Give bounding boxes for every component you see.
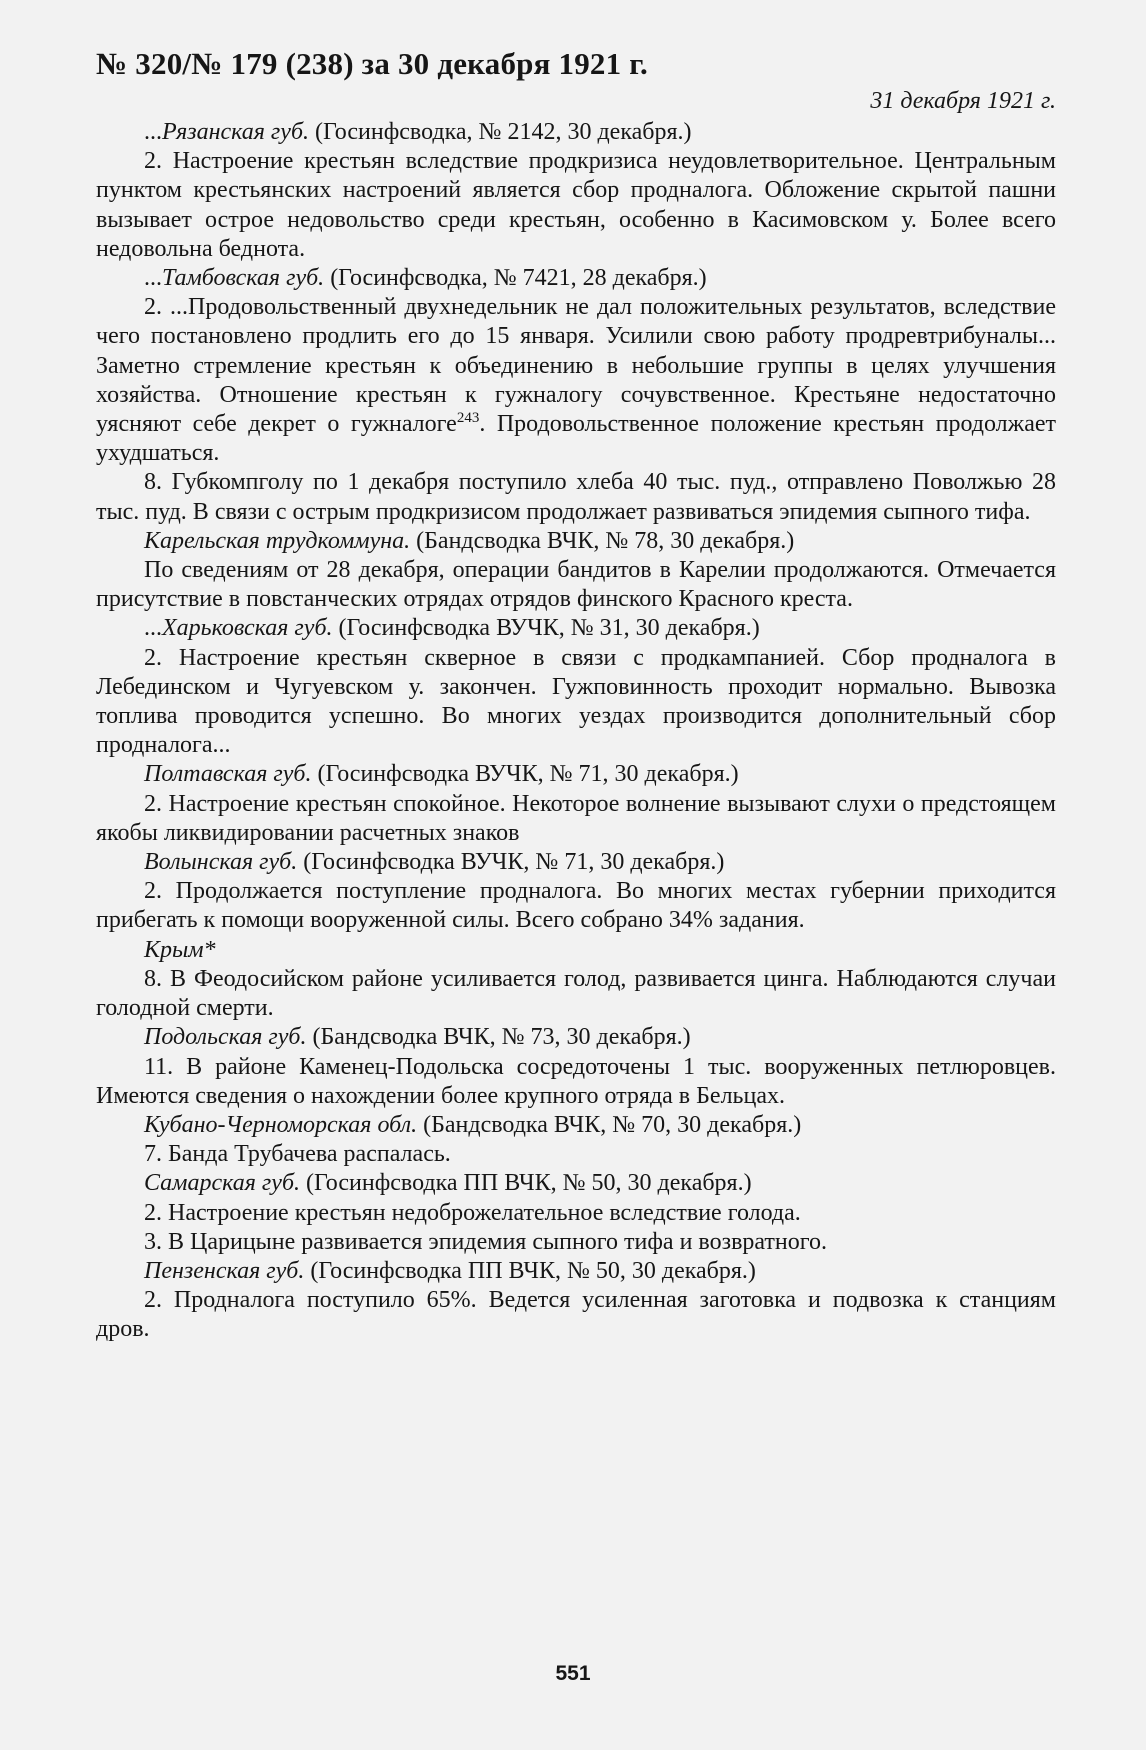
report-paragraph: 2. Продналога поступило 65%. Ведется усиленная заготовка и подвозка к станциям дров. bbox=[96, 1287, 1056, 1343]
region-name: Кубано-Черноморская обл. bbox=[144, 1111, 418, 1138]
report-paragraph: 2. Настроение крестьян недоброжелательное вследствие голода. bbox=[144, 1199, 801, 1226]
region-header bbox=[96, 1023, 1056, 1052]
document-heading: № 320/№ 179 (238) за 30 декабря 1921 г. bbox=[96, 46, 648, 81]
report-paragraph: 2. Настроение крестьян вследствие продкризиса неудовлетворительное. Центральным пунктом крестьянских настроений является сбор продналога. Обложение скрытой пашни вызывает острое недовольство среди крестьян, особенно в Касимовском у. Более всего недовольна беднота. bbox=[96, 148, 1056, 262]
region-name: Пензенская губ. bbox=[144, 1257, 305, 1284]
document-body bbox=[96, 44, 1056, 1345]
report-paragraph: По сведениям от 28 декабря, операции бандитов в Карелии продолжаются. Отмечается присутствие в повстанческих отрядах отрядов финского Красного креста. bbox=[96, 557, 1056, 613]
region-source: (Госинфсводка ВУЧК, № 71, 30 декабря.) bbox=[297, 849, 725, 876]
region-prefix: ... bbox=[144, 265, 162, 292]
region-header bbox=[96, 118, 1056, 147]
region-source: (Бандсводка ВЧК, № 73, 30 декабря.) bbox=[306, 1024, 691, 1051]
region-source: (Бандсводка ВЧК, № 70, 30 декабря.) bbox=[417, 1111, 802, 1138]
report-paragraph: 8. Губкомпголу по 1 декабря поступило хлеба 40 тыс. пуд., отправлено Поволжью 28 тыс. пуд. В связи с острым продкризисом продолжает развиваться эпидемия сыпного тифа. bbox=[96, 469, 1056, 525]
region-prefix: ... bbox=[144, 615, 162, 642]
footnote-reference: 243 bbox=[456, 410, 480, 427]
region-source: (Бандсводка ВЧК, № 78, 30 декабря.) bbox=[410, 527, 795, 554]
region-header bbox=[96, 264, 1056, 293]
report-paragraph: 11. В районе Каменец-Подольска сосредоточены 1 тыс. вооруженных петлюровцев. Имеются сведения о нахождении более крупного отряда в Бельцах. bbox=[96, 1053, 1056, 1109]
region-source: (Госинфсводка, № 2142, 30 декабря.) bbox=[309, 119, 692, 145]
report-paragraph: 7. Банда Трубачева распалась. bbox=[144, 1141, 451, 1168]
report-paragraph: 3. В Царицыне развивается эпидемия сыпного тифа и возвратного. bbox=[144, 1228, 828, 1255]
region-source: (Госинфсводка ПП ВЧК, № 50, 30 декабря.) bbox=[300, 1170, 752, 1197]
report-paragraph: 2. Настроение крестьян скверное в связи с продкампанией. Сбор продналога в Лебединском и Чугуевском у. закончен. Гужповинность проходит нормально. Вывозка топлива проводится успешно. Во многих уездах производится дополнительный сбор продналога... bbox=[96, 644, 1056, 759]
region-header bbox=[96, 760, 1056, 789]
region-prefix: ... bbox=[144, 119, 162, 145]
region-name: Волынская губ. bbox=[144, 849, 298, 876]
report-paragraph: 8. В Феодосийском районе усиливается голод, развивается цинга. Наблюдаются случаи голодной смерти. bbox=[96, 965, 1056, 1022]
paragraph-text: 2. ...Продовольственный двухнедельник не дал положительных результатов, вследствие чего постановлено продлить его до 15 января. Усилили свою работу продревтрибуналы... Заметно стремление крестьян к объединению в небольшие группы в целях улучшения хозяйства. Отношение крестьян к гужналогу сочувственное. Крестьяне недостаточно уясняют себе декрет о гужналоге bbox=[96, 294, 1056, 438]
region-header bbox=[96, 936, 1056, 965]
document-date: 31 декабря 1921 г. bbox=[870, 88, 1056, 114]
region-name: Подольская губ. bbox=[144, 1024, 307, 1051]
region-name: Карельская трудкоммуна. bbox=[144, 527, 411, 554]
region-name: Крым* bbox=[144, 936, 216, 963]
report-paragraph: 2. Продолжается поступление продналога. Во многих местах губернии приходится прибегать к помощи вооруженной силы. Всего собрано 34% задания. bbox=[96, 878, 1056, 934]
region-name: Самарская губ. bbox=[144, 1170, 301, 1197]
region-source: (Госинфсводка ВУЧК, № 31, 30 декабря.) bbox=[332, 615, 760, 642]
region-source: (Госинфсводка ПП ВЧК, № 50, 30 декабря.) bbox=[304, 1257, 756, 1284]
region-name: Рязанская губ. bbox=[162, 119, 310, 145]
paragraph-text-continued: . Продовольственное положение крестьян продолжает ухудшаться. bbox=[96, 411, 1057, 467]
region-source: (Госинфсводка ВУЧК, № 71, 30 декабря.) bbox=[311, 761, 739, 788]
region-name: Харьковская губ. bbox=[162, 615, 333, 642]
region-header bbox=[96, 848, 1056, 877]
report-paragraph bbox=[96, 293, 1056, 468]
region-header bbox=[96, 614, 1056, 643]
region-header bbox=[96, 1169, 1056, 1198]
region-source: (Госинфсводка, № 7421, 28 декабря.) bbox=[324, 265, 707, 292]
region-name: Тамбовская губ. bbox=[162, 265, 325, 292]
page-number: 551 bbox=[555, 1662, 591, 1685]
region-header bbox=[96, 527, 1056, 556]
region-header bbox=[96, 1111, 1056, 1140]
region-header bbox=[96, 1257, 1056, 1286]
report-paragraph: 2. Настроение крестьян спокойное. Некоторое волнение вызывают слухи о предстоящем якобы ликвидировании расчетных знаков bbox=[96, 790, 1056, 846]
region-name: Полтавская губ. bbox=[144, 761, 312, 788]
